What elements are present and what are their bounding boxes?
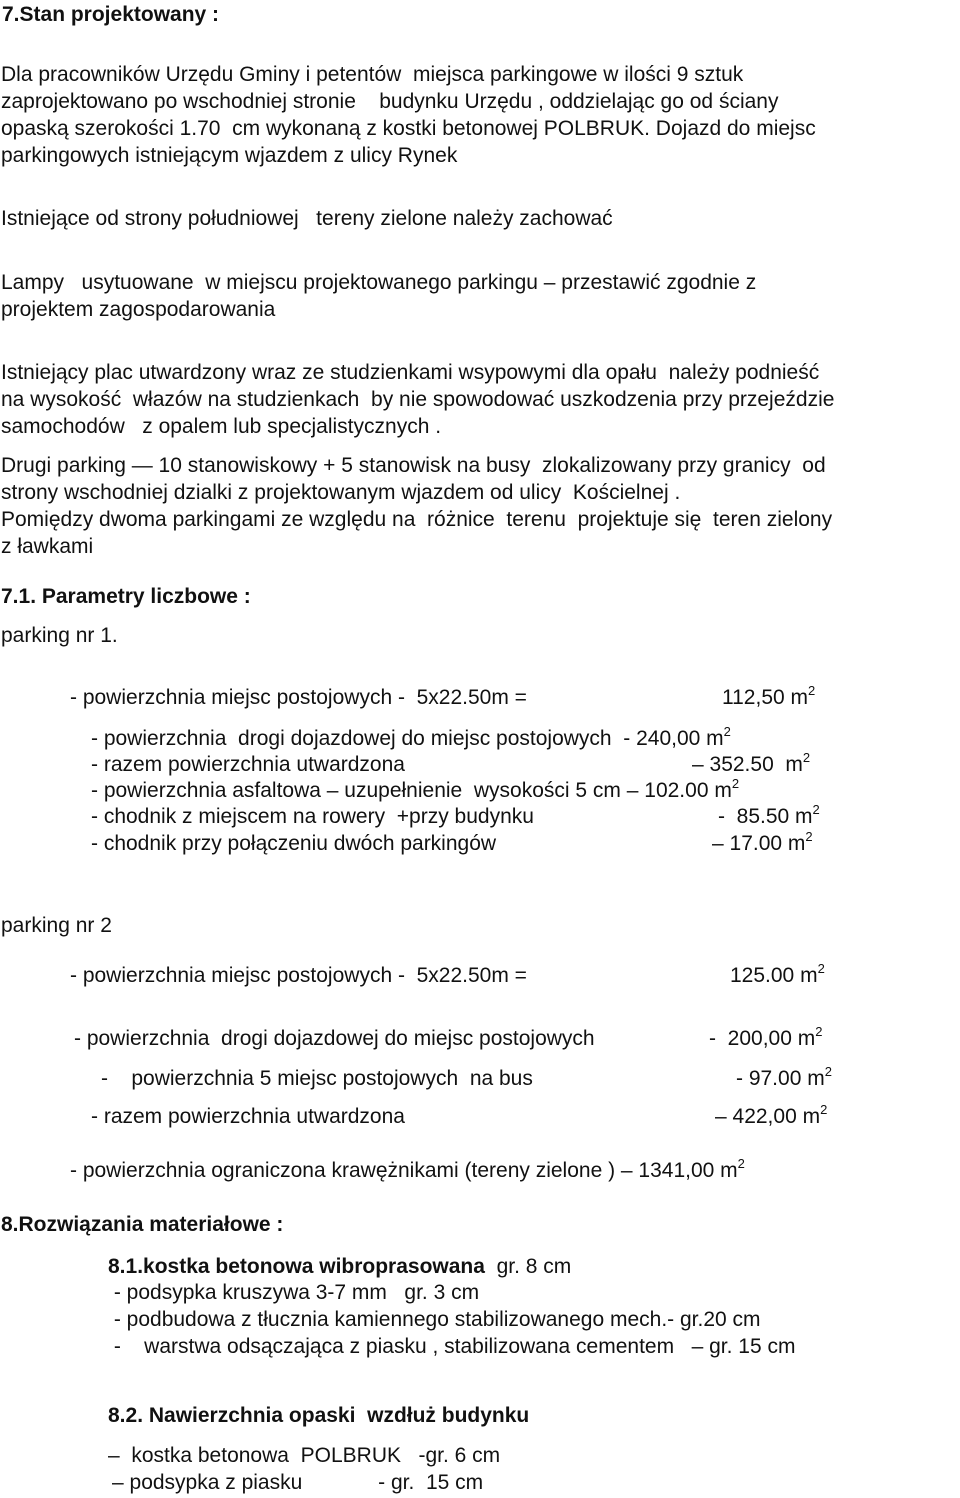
row-label: - chodnik przy połączeniu dwóch parkingów <box>91 832 497 855</box>
paragraph-line: Istniejące od strony południowej tereny zielone należy zachować <box>1 207 613 230</box>
paragraph-line: Pomiędzy dwoma parkingami ze względu na różnice terenu projektuje się teren zielony <box>1 508 833 531</box>
row-label: - powierzchnia ograniczona krawężnikami (tereny zielone ) – 1341,00 $m^2$ <box>70 1156 745 1182</box>
row-value: – 352.50 $m^2$ <box>692 750 811 776</box>
paragraph-line: Drugi parking — 10 stanowiskowy + 5 stanowisk na busy zlokalizowany przy granicy od <box>1 454 826 477</box>
paragraph-line: opaską szerokości 1.70 cm wykonaną z kostki betonowej POLBRUK. Dojazd do miejsc <box>1 117 816 140</box>
subsection-title: 8.2. Nawierzchnia opaski wzdłuż budynku <box>108 1404 530 1427</box>
row-value: - 200,00 $m^2$ <box>709 1024 823 1050</box>
row-value: - 85.50 $m^2$ <box>718 802 820 828</box>
paragraph-line: Istniejący plac utwardzony wraz ze studzienkami wsypowymi dla opału należy podnieść <box>1 361 820 384</box>
section-heading: 8.Rozwiązania materiałowe : <box>1 1213 284 1236</box>
row-label: - powierzchnia 5 miejsc postojowych na bus <box>101 1067 533 1090</box>
paragraph-line: projektem zagospodarowania <box>1 298 276 321</box>
row-label: - powierzchnia asfaltowa – uzupełnienie wysokości 5 cm – 102.00 $m^2$ <box>91 776 740 802</box>
row-value: – 422,00 $m^2$ <box>715 1102 828 1128</box>
paragraph-line: Lampy usytuowane w miejscu projektowanego parkingu – przestawić zgodnie z <box>1 271 757 294</box>
row-label: - powierzchnia drogi dojazdowej do miejsc postojowych <box>74 1027 595 1050</box>
paragraph-line: parkingowych istniejącym wjazdem z ulicy Rynek <box>1 144 458 167</box>
list-item: - podbudowa z tłucznia kamiennego stabilizowanego mech.- gr.20 cm <box>108 1308 761 1331</box>
row-label: - razem powierzchnia utwardzona <box>91 753 405 776</box>
row-label: - powierzchnia drogi dojazdowej do miejsc postojowych - 240,00 $m^2$ <box>91 724 731 750</box>
row-value: - 97.00 $m^2$ <box>736 1064 832 1090</box>
parking-title: parking nr 1. <box>1 624 118 647</box>
list-item: - podsypka kruszywa 3-7 mm gr. 3 cm <box>108 1281 480 1304</box>
subsection-heading: 7.1. Parametry liczbowe : <box>1 585 251 608</box>
row-value: – 17.00 $m^2$ <box>712 829 813 855</box>
paragraph-line: strony wschodniej dzialki z projektowanym wjazdem od ulicy Kościelnej . <box>1 481 681 504</box>
row-label: - powierzchnia miejsc postojowych - 5x22.50m = <box>70 964 527 987</box>
paragraph-line: Dla pracowników Urzędu Gminy i petentów miejsca parkingowe w ilości 9 sztuk <box>1 63 744 86</box>
row-label: - razem powierzchnia utwardzona <box>91 1105 405 1128</box>
row-value: 125.00 $m^2$ <box>730 961 825 987</box>
paragraph-line: samochodów z opalem lub specjalistycznych . <box>1 415 442 438</box>
row-label: - powierzchnia miejsc postojowych - 5x22.50m = <box>70 686 527 709</box>
paragraph-line: na wysokość włazów na studzienkach by nie spowodować uszkodzenia przy przejeździe <box>1 388 835 411</box>
section-heading: 7.Stan projektowany : <box>2 3 220 26</box>
paragraph-line: z ławkami <box>1 535 94 558</box>
list-item: – kostka betonowa POLBRUK -gr. 6 cm <box>108 1444 501 1467</box>
list-item: - warstwa odsączająca z piasku , stabilizowana cementem – gr. 15 cm <box>108 1335 796 1358</box>
list-item: – podsypka z piasku - gr. 15 cm <box>112 1471 484 1494</box>
subsection-title: 8.1.kostka betonowa wibroprasowana gr. 8 cm <box>108 1255 572 1278</box>
parking-title: parking nr 2 <box>1 914 112 937</box>
paragraph-line: zaprojektowano po wschodniej stronie budynku Urzędu , oddzielając go od ściany <box>1 90 779 113</box>
row-label: - chodnik z miejscem na rowery +przy budynku <box>91 805 534 828</box>
row-value: 112,50 $m^2$ <box>722 683 816 709</box>
